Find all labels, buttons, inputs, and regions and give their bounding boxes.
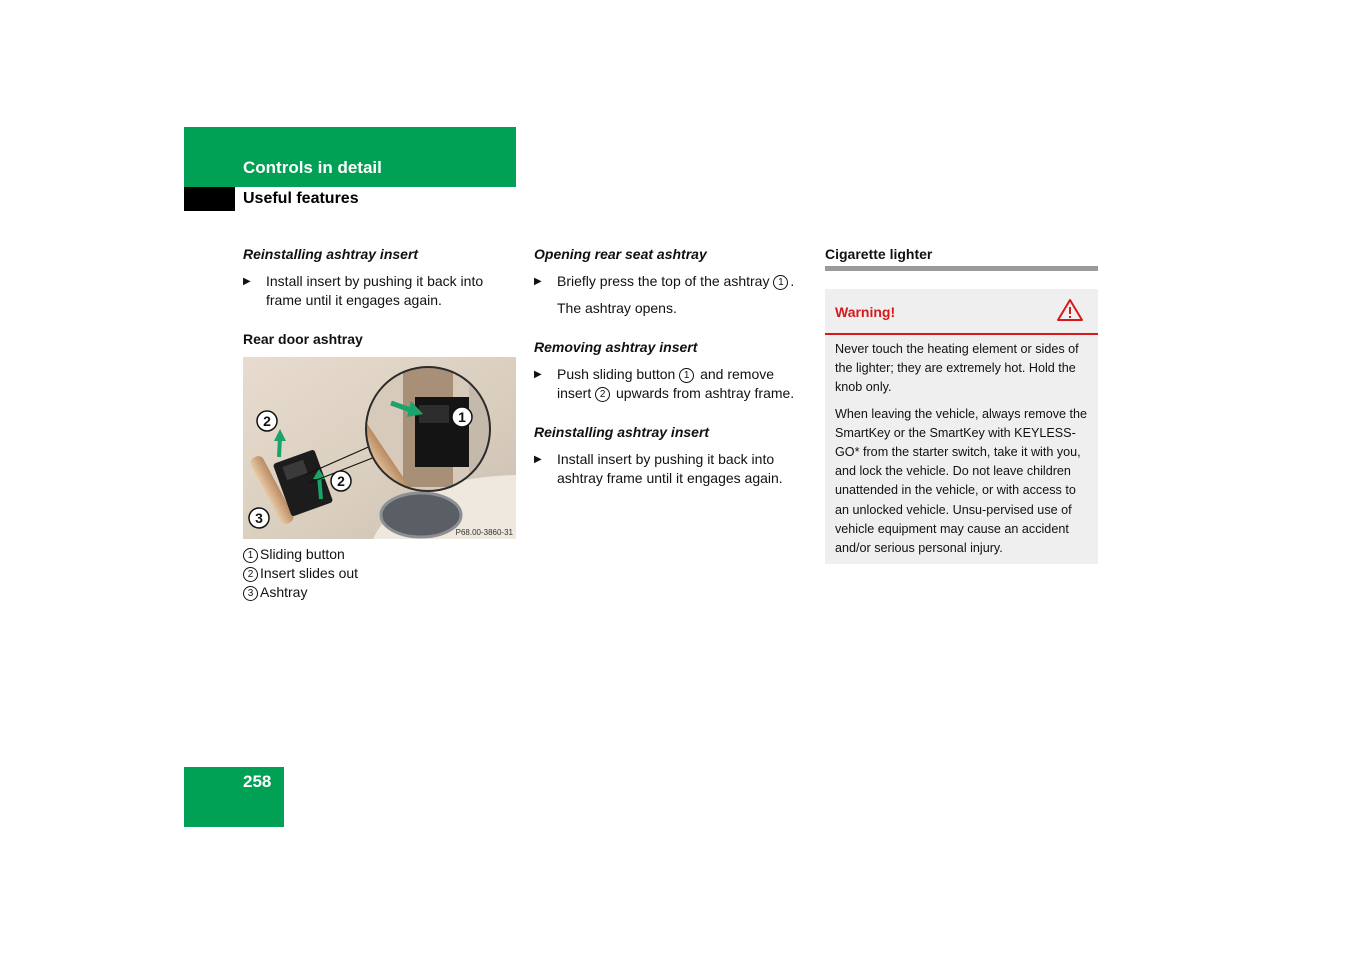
header-band (184, 127, 516, 187)
opening-heading: Opening rear seat ashtray (534, 246, 707, 262)
warning-body (825, 335, 1098, 564)
instruction-step: ▶ Push sliding button 1 and remove insert 2 upwards from ashtray frame. (534, 366, 795, 401)
header-marker (184, 187, 235, 211)
step-text: Install insert by pushing it back into frame until it engages again. (266, 273, 484, 308)
rear-door-heading: Rear door ashtray (243, 331, 363, 347)
reinstall-heading: Reinstalling ashtray insert (243, 246, 419, 262)
bullet-triangle-icon: ▶ (534, 276, 542, 287)
svg-text:2: 2 (263, 413, 271, 429)
instruction-step: ▶ Install insert by pushing it back into ashtray frame until it engages again. (534, 451, 783, 486)
image-legend (243, 545, 516, 602)
warning-triangle-icon (1056, 298, 1084, 322)
instruction-step (243, 272, 516, 310)
warning-paragraph: Never touch the heating element or sides of the lighter; they are extremely hot. Hold the knob only. (835, 342, 1079, 395)
column-left (243, 245, 516, 602)
legend-item: 3 Ashtray (243, 583, 516, 602)
ashtray-photo (243, 357, 516, 539)
image-code: P68.00-3860-31 (455, 528, 513, 537)
reinstall-insert-heading: Reinstalling ashtray insert (534, 424, 710, 440)
warning-header (825, 289, 1098, 335)
bullet-triangle-icon: ▶ (534, 454, 542, 465)
cigarette-lighter-heading: Cigarette lighter (825, 245, 1098, 271)
result-text: The ashtray opens. (557, 300, 677, 316)
subsection-title: Useful features (243, 190, 359, 207)
callout-3 (249, 508, 269, 528)
bullet-triangle-icon: ▶ (534, 369, 542, 380)
warning-box (825, 289, 1098, 564)
legend-item: 1 Sliding button (243, 545, 516, 564)
section-title: Controls in detail (243, 158, 382, 177)
callout-1 (452, 407, 472, 427)
svg-text:3: 3 (255, 510, 263, 526)
page-number: 258 (243, 772, 272, 791)
legend-item: 2 Insert slides out (243, 564, 516, 583)
callout-2-top (257, 411, 277, 431)
bullet-triangle-icon: ▶ (243, 276, 251, 287)
svg-text:1: 1 (458, 409, 466, 425)
instruction-step: ▶ Briefly press the top of the ashtray 1 . (534, 273, 795, 289)
svg-text:2: 2 (337, 473, 345, 489)
warning-paragraph: When leaving the vehicle, always remove the SmartKey or the SmartKey with KEYLESS-GO* from the starter switch, take it with you, and lock the vehicle. Do not leave children unattended in the vehicle, or with access to an unlocked vehicle. Unsu-pervised use of vehicle equipment may cause an accident and/or serious personal injury. (835, 406, 1088, 556)
ashtray-illustration (243, 357, 516, 539)
column-right (825, 245, 1098, 564)
warning-label: Warning! (835, 304, 896, 320)
removing-heading: Removing ashtray insert (534, 339, 698, 355)
callout-2-bottom (331, 471, 351, 491)
column-middle (534, 245, 809, 488)
